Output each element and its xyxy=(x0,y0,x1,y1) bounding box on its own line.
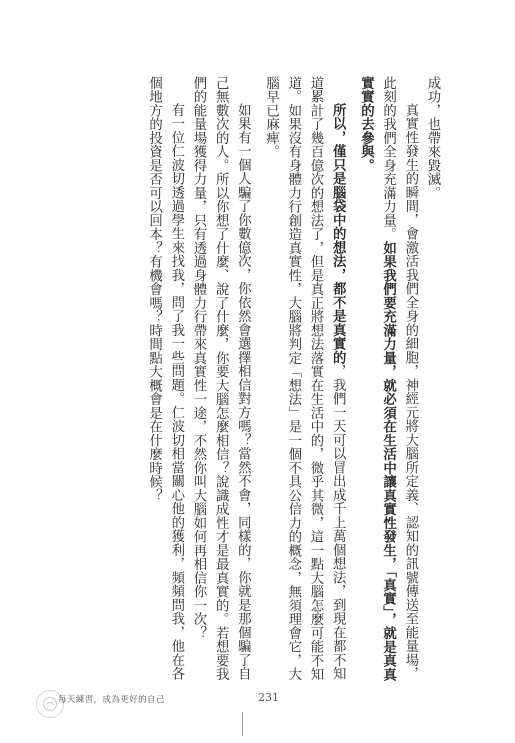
page-number: 231 xyxy=(258,691,279,704)
paragraph xyxy=(259,76,348,688)
paragraph xyxy=(354,76,421,688)
body-text xyxy=(63,76,443,688)
text-segment: 有一位仁波切透過學生來找我，問了我一些問題。仁波切相當關心他的獲利，頻頻問我，他在各個地方的投資是否可以回本？有機會嗎？時間點大概會是在什麼時候？ xyxy=(146,76,184,681)
text-segment: 真實性發生的瞬間，會激活我們全身的細胞，神經元將大腦所定義、認知的訊號傳送至能量場，此刻的我們全身充滿力量。 xyxy=(380,76,418,681)
running-footer-title: 每天練習，成為更好的自己 xyxy=(58,695,165,705)
paragraph xyxy=(421,76,443,688)
bold-text-segment: 如果我們要充滿力量，就必須在生活中讓真實性發生，「真實」，就是真真實實的去參與。 xyxy=(358,76,396,682)
text-segment: 如果有一個人騙了你數億次，你依然會選擇相信對方嗎？當然不會，同樣的，你就是那個騙了自己無數次的人。所以你想了什麼、說了什麼，你要大腦怎麼相信？說識成性才是最真實的。若想要我們的能量場獲得力量，只有透過身體力行帶來真實性一途，不然你叫大腦如何再相信你一次？ xyxy=(190,76,251,681)
crop-mark xyxy=(242,712,243,736)
text-segment: 成功，也帶來毀滅。 xyxy=(425,76,440,200)
text-segment: ，我們一天可以冒出成千上萬個想法，到現在都不知道累計了幾百億次的想法了，但是真正將想法落實在生活中的，微乎其微，這一點大腦怎麼可能不知道。如果沒有身體力行創造真實性，大腦將判定「想法」是一個不具公信力的概念，無須理會它，大腦早已麻痺。 xyxy=(263,76,346,681)
paragraph xyxy=(142,76,186,688)
bold-text-segment: 所以，僅只是腦袋中的想法，都不是真實的 xyxy=(330,102,346,365)
paragraph xyxy=(187,76,254,688)
